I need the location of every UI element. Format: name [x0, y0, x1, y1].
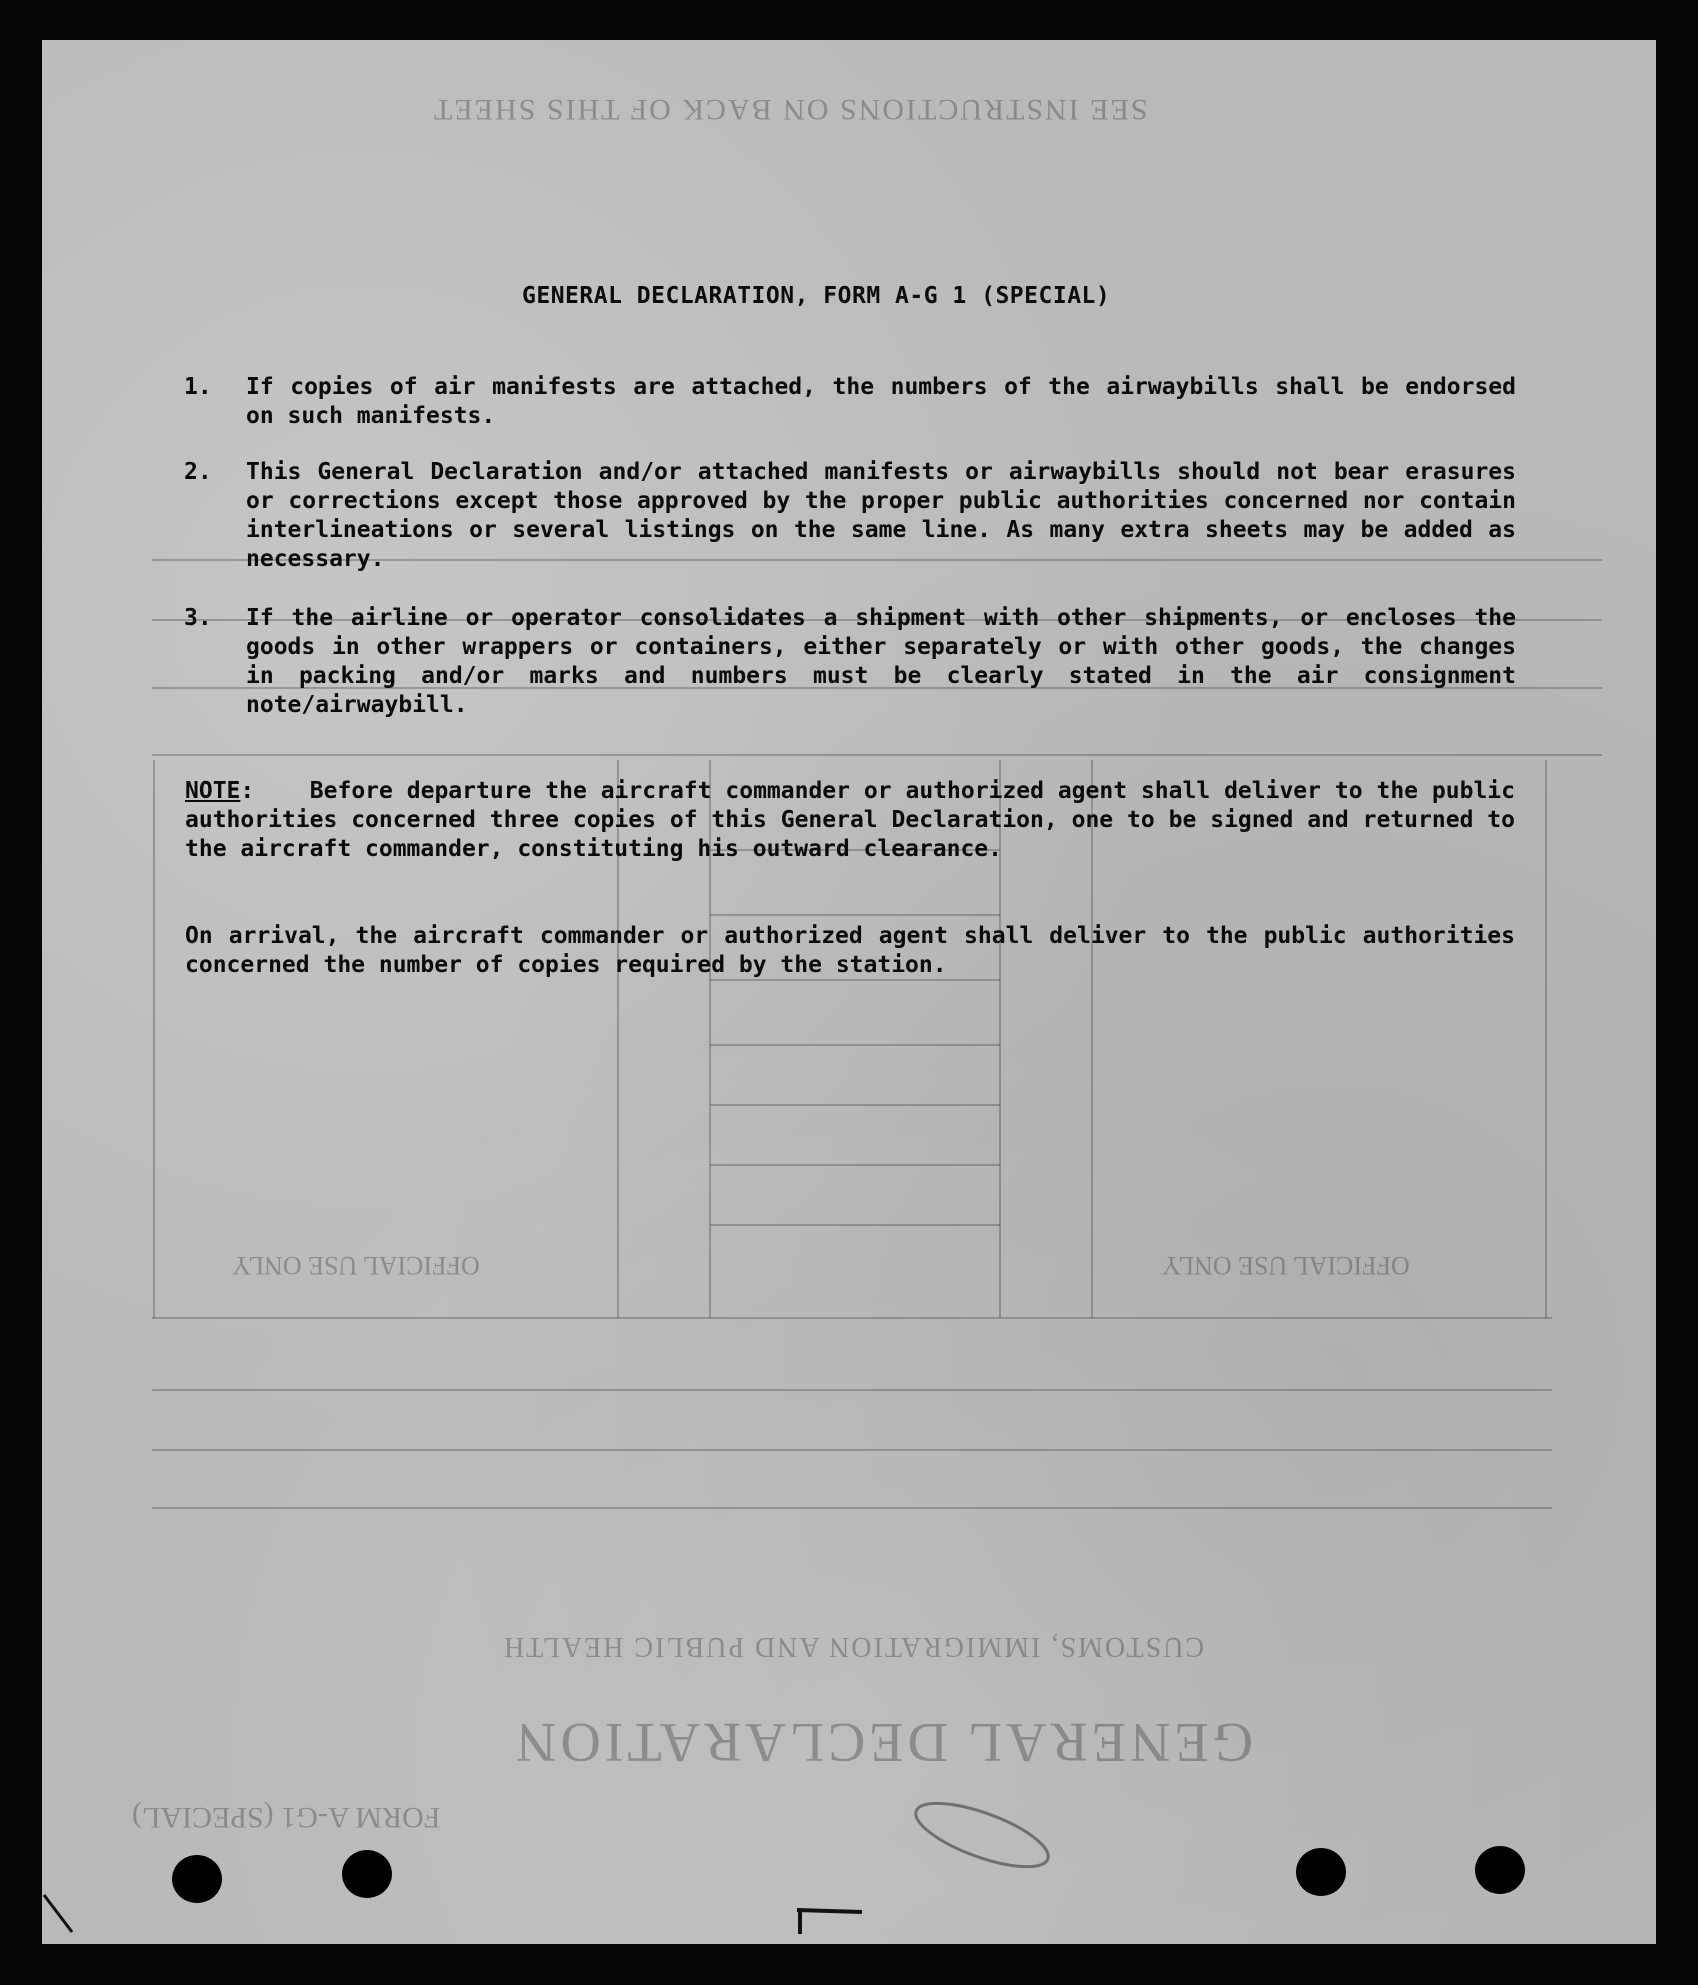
- stamp-mark: [902, 1790, 1062, 1880]
- punch-hole-3: [1296, 1848, 1346, 1896]
- note-label: NOTE: [185, 778, 241, 804]
- page-title: GENERAL DECLARATION, FORM A-G 1 (SPECIAL): [522, 283, 1111, 309]
- bleed-through-official-use-left: OFFICIAL USE ONLY: [232, 1251, 480, 1280]
- note-paragraph: NOTE: Before departure the aircraft commander or authorized agent shall deliver to the public authorities concerned three copies of this General Declaration, one to be signed and returned to the aircraft commander, constituting his outward clearance.: [185, 778, 1515, 862]
- bottom-bracket-mark: [792, 1900, 872, 1940]
- item-number: 1.: [184, 374, 212, 400]
- bleed-through-form-number: FORM A-G1 (SPECIAL): [132, 1801, 441, 1834]
- note-text: Before departure the aircraft commander or authorized agent shall deliver to the public authorities concerned three copies of this General Declaration, one to be signed and returned to the aircraft commander, constituting his outward clearance.: [185, 778, 1515, 862]
- corner-tick-mark: [42, 1890, 82, 1940]
- item-text: If the airline or operator consolidates a shipment with other shipments, or encloses the goods in other wrappers or containers, either separately or with other goods, the changes in packing and/or marks and numbers must be clearly stated in the air consignment note/airwaybill.: [246, 605, 1516, 718]
- declaration-content: [42, 40, 1656, 1944]
- document-sheet: [42, 40, 1656, 1944]
- punch-hole-1: [172, 1855, 222, 1903]
- bleed-through-subtitle: CUSTOMS, IMMIGRATION AND PUBLIC HEALTH: [502, 1631, 1205, 1662]
- item-text: This General Declaration and/or attached manifests or airwaybills should not bear erasures or corrections except those approved by the proper public authorities concerned nor contain interlineations or several listings on the same line. As many extra sheets may be added as necessary.: [246, 459, 1516, 572]
- bleed-through-title: GENERAL DECLARATION: [512, 1711, 1254, 1773]
- item-number: 2.: [184, 459, 212, 485]
- arrival-paragraph: On arrival, the aircraft commander or authorized agent shall deliver to the public authorities concerned the number of copies required by the station.: [185, 923, 1515, 978]
- punch-hole-2: [342, 1850, 392, 1898]
- bleed-through-official-use-right: OFFICIAL USE ONLY: [1162, 1251, 1410, 1280]
- item-text: If copies of air manifests are attached, the numbers of the airwaybills shall be endorsed on such manifests.: [246, 374, 1516, 429]
- bleed-through-heading: SEE INSTRUCTIONS ON BACK OF THIS SHEET: [432, 93, 1148, 126]
- item-number: 3.: [184, 605, 212, 631]
- punch-hole-4: [1475, 1846, 1525, 1894]
